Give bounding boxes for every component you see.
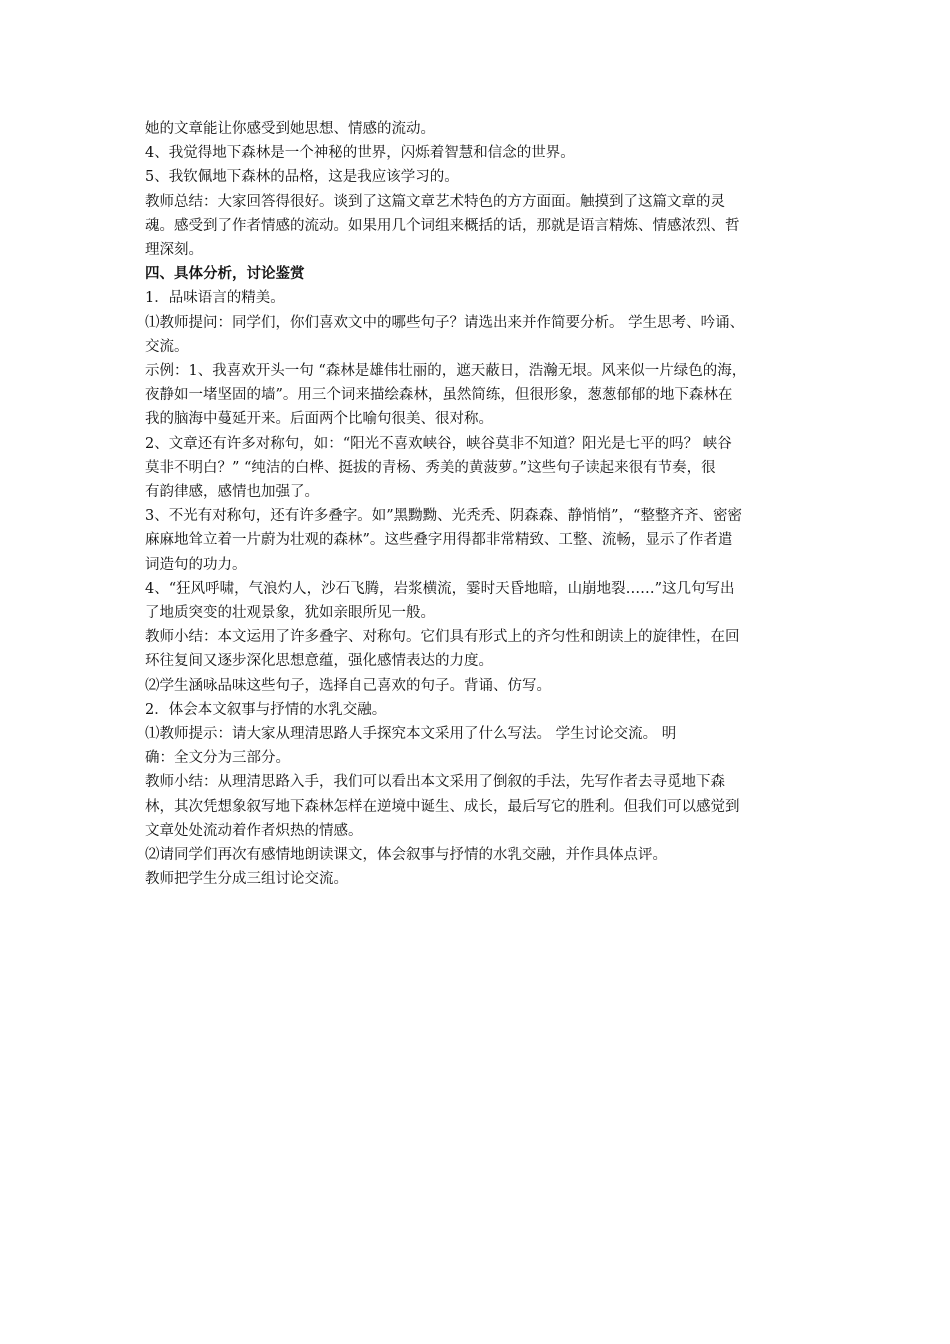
paragraph-line: 魂。感受到了作者情感的流动。如果用几个词组来概括的话，那就是语言精炼、情感浓烈、哲 — [145, 217, 740, 234]
paragraph-line: 2．体会本文叙事与抒情的水乳交融。 — [145, 701, 387, 718]
paragraph-line: 有韵律感，感情也加强了。 — [145, 484, 319, 501]
document-page — [145, 117, 810, 892]
paragraph-line: 5、我钦佩地下森林的品格，这是我应该学习的。 — [145, 169, 459, 186]
paragraph-line: 夜静如一堵坚固的墙”。用三个词来描绘森林，虽然简练，但很形象，葱葱郁郁的地下森林在 — [145, 387, 733, 404]
paragraph-line: 确：全文分为三部分。 — [145, 750, 290, 767]
paragraph-line: ⑴教师提问：同学们，你们喜欢文中的哪些句子？请选出来并作简要分析。 学生思考、吟诵、 — [145, 314, 745, 331]
paragraph-line: 莫非不明白？” “纯洁的白桦、挺拔的青杨、秀美的黄菠萝。”这些句子读起来很有节奏，很 — [145, 459, 716, 476]
paragraph-line: 教师小结：本文运用了许多叠字、对称句。它们具有形式上的齐匀性和朗读上的旋律性，在回 — [145, 629, 740, 646]
paragraph-line: ⑵请同学们再次有感情地朗读课文，体会叙事与抒情的水乳交融，并作具体点评。 — [145, 847, 667, 864]
paragraph-line: 教师把学生分成三组讨论交流。 — [145, 871, 348, 888]
paragraph-line: 交流。 — [145, 338, 189, 355]
paragraph-line: ⑴教师提示：请大家从理清思路人手探究本文采用了什么写法。 学生讨论交流。 明 — [145, 726, 677, 743]
paragraph-line: 2、文章还有许多对称句，如：“阳光不喜欢峡谷，峡谷莫非不知道？阳光是七平的吗？ 峡谷 — [145, 435, 732, 452]
paragraph-line: 1．品味语言的精美。 — [145, 290, 285, 307]
paragraph-line: 4、我觉得地下森林是一个神秘的世界，闪烁着智慧和信念的世界。 — [145, 145, 575, 162]
paragraph-line: 理深刻。 — [145, 242, 203, 259]
paragraph-line: 3、不光有对称句，还有许多叠字。如”黑黝黝、光秃秃、阴森森、静悄悄”，“整整齐齐、密密 — [145, 508, 742, 525]
paragraph-line: 文章处处流动着作者炽热的情感。 — [145, 822, 363, 839]
paragraph-line: 她的文章能让你感受到她思想、情感的流动。 — [145, 121, 435, 137]
section-heading: 四、具体分析，讨论鉴赏 — [145, 265, 305, 283]
paragraph-line: 我的脑海中蔓延开来。后面两个比喻句很美、很对称。 — [145, 411, 493, 428]
paragraph-line: 教师小结：从理清思路入手，我们可以看出本文采用了倒叙的手法，先写作者去寻觅地下森 — [145, 774, 725, 791]
paragraph-line: 4、“狂风呼啸，气浪灼人，沙石飞腾，岩浆横流，霎时天昏地暗，山崩地裂……”这几句写出 — [145, 580, 735, 597]
paragraph-line: 林，其次凭想象叙写地下森林怎样在逆境中诞生、成长，最后写它的胜利。但我们可以感觉到 — [145, 798, 740, 815]
paragraph-line: 麻麻地耸立着一片蔚为壮观的森林”。这些叠字用得都非常精致、工整、流畅，显示了作者遣 — [145, 532, 733, 549]
paragraph-line: 教师总结：大家回答得很好。谈到了这篇文章艺术特色的方方面面。触摸到了这篇文章的灵 — [145, 193, 725, 210]
paragraph-line: 了地质突变的壮观景象，犹如亲眼所见一般。 — [145, 605, 435, 622]
paragraph-line: 词造句的功力。 — [145, 556, 247, 573]
paragraph-line: 示例：1、我喜欢开头一句 “森林是雄伟壮丽的，遮天蔽日，浩瀚无垠。风来似一片绿色的海， — [145, 363, 747, 380]
paragraph-line: ⑵学生涵咏品味这些句子，选择自己喜欢的句子。背诵、仿写。 — [145, 677, 551, 694]
paragraph-line: 环往复间又逐步深化思想意蕴，强化感情表达的力度。 — [145, 653, 493, 670]
